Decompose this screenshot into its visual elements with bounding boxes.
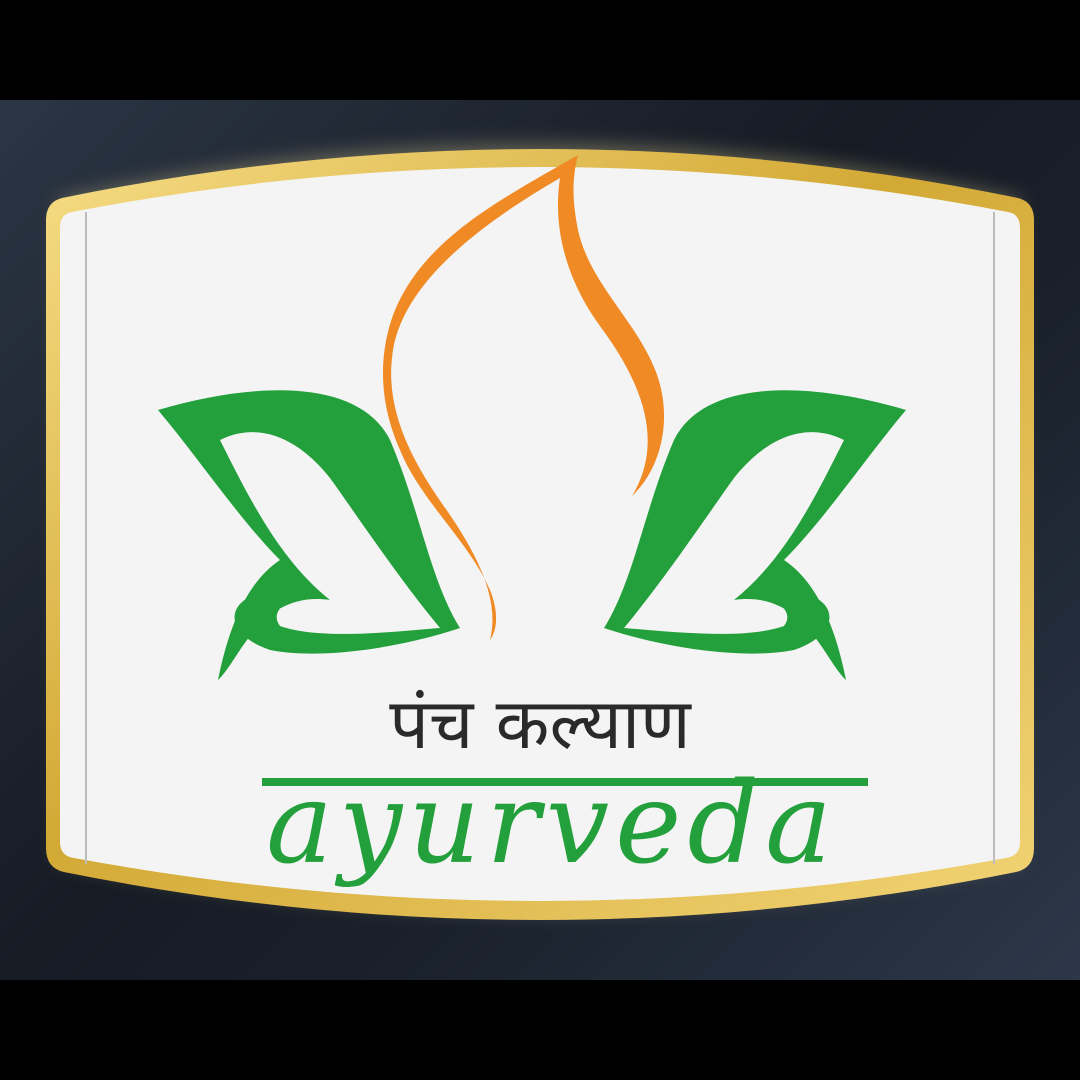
logo-hindi-name: पंच कल्याण — [389, 683, 691, 765]
logo-english-name: ayurveda — [266, 759, 838, 889]
